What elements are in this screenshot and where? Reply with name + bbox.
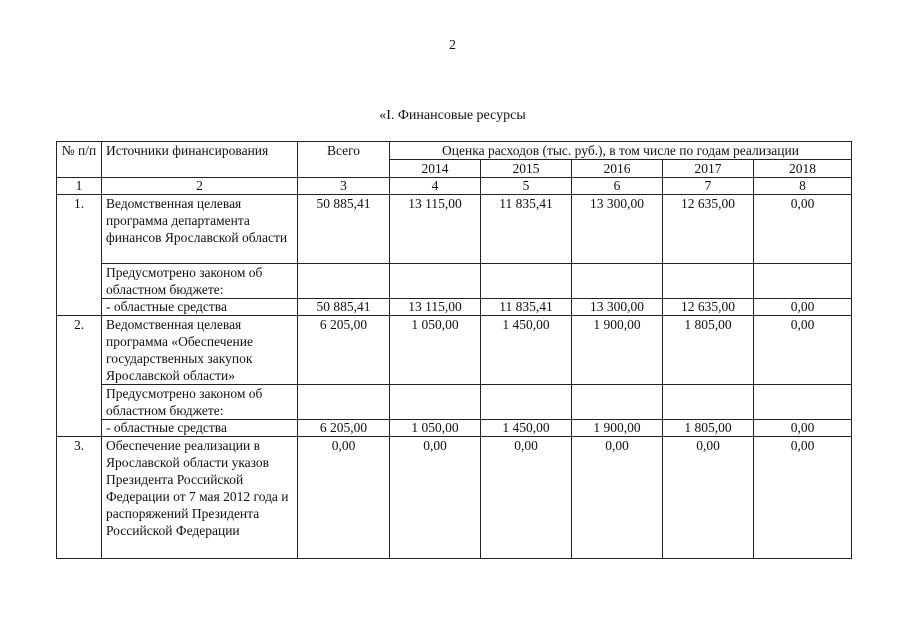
column-number: 4 <box>390 178 481 195</box>
row-number: 3. <box>57 437 102 559</box>
financial-resources-table <box>56 141 852 559</box>
column-number: 7 <box>663 178 754 195</box>
column-number: 8 <box>754 178 852 195</box>
value-2015: 11 835,41 <box>481 195 572 264</box>
regional-value: 0,00 <box>754 420 852 437</box>
section-title: «I. Финансовые ресурсы <box>379 108 526 123</box>
law-label: Предусмотрено законом об областном бюджете: <box>102 385 298 420</box>
table-row <box>57 385 852 420</box>
regional-value: 1 805,00 <box>663 420 754 437</box>
table-row <box>57 195 852 264</box>
header-year: 2014 <box>390 160 481 178</box>
empty-cell <box>754 385 852 420</box>
value-2017: 12 635,00 <box>663 195 754 264</box>
value-2016: 13 300,00 <box>572 195 663 264</box>
header-year: 2016 <box>572 160 663 178</box>
row-name: Ведомственная целевая программа департамента финансов Ярославской области <box>102 195 298 264</box>
regional-label: - областные средства <box>102 420 298 437</box>
value-2015: 0,00 <box>481 437 572 559</box>
regional-value: 1 450,00 <box>481 420 572 437</box>
column-numbers-row <box>57 178 852 195</box>
value-total: 0,00 <box>298 437 390 559</box>
empty-cell <box>298 385 390 420</box>
column-number: 5 <box>481 178 572 195</box>
value-2014: 0,00 <box>390 437 481 559</box>
row-number: 1. <box>57 195 102 316</box>
empty-cell <box>754 264 852 299</box>
header-total: Всего <box>298 142 390 178</box>
value-2016: 1 900,00 <box>572 316 663 385</box>
law-label: Предусмотрено законом об областном бюджете: <box>102 264 298 299</box>
value-2016: 0,00 <box>572 437 663 559</box>
row-name: Обеспечение реализации в Ярославской области указов Президента Российской Федерации от 7 мая 2012 года и распоряжений Президента Российской Федерации <box>102 437 298 559</box>
empty-cell <box>663 264 754 299</box>
regional-value: 13 300,00 <box>572 299 663 316</box>
empty-cell <box>298 264 390 299</box>
column-number: 2 <box>102 178 298 195</box>
table-row <box>57 316 852 385</box>
row-name: Ведомственная целевая программа «Обеспечение государственных закупок Ярославской области» <box>102 316 298 385</box>
value-2014: 13 115,00 <box>390 195 481 264</box>
empty-cell <box>481 264 572 299</box>
regional-value: 0,00 <box>754 299 852 316</box>
value-2015: 1 450,00 <box>481 316 572 385</box>
table-row <box>57 264 852 299</box>
column-number: 1 <box>57 178 102 195</box>
header-num: № п/п <box>57 142 102 178</box>
header-row <box>57 142 852 160</box>
regional-value: 50 885,41 <box>298 299 390 316</box>
regional-value: 1 050,00 <box>390 420 481 437</box>
empty-cell <box>663 385 754 420</box>
value-2018: 0,00 <box>754 195 852 264</box>
empty-cell <box>390 385 481 420</box>
value-2014: 1 050,00 <box>390 316 481 385</box>
regional-value: 13 115,00 <box>390 299 481 316</box>
column-number: 3 <box>298 178 390 195</box>
regional-value: 11 835,41 <box>481 299 572 316</box>
regional-value: 12 635,00 <box>663 299 754 316</box>
table-row <box>57 437 852 559</box>
empty-cell <box>481 385 572 420</box>
empty-cell <box>572 264 663 299</box>
empty-cell <box>572 385 663 420</box>
header-estimate: Оценка расходов (тыс. руб.), в том числе по годам реализации <box>390 142 852 160</box>
value-2018: 0,00 <box>754 437 852 559</box>
regional-label: - областные средства <box>102 299 298 316</box>
value-2018: 0,00 <box>754 316 852 385</box>
regional-value: 1 900,00 <box>572 420 663 437</box>
table-row <box>57 420 852 437</box>
header-year: 2018 <box>754 160 852 178</box>
header-year: 2015 <box>481 160 572 178</box>
page-number: 2 <box>449 38 456 53</box>
value-total: 6 205,00 <box>298 316 390 385</box>
value-total: 50 885,41 <box>298 195 390 264</box>
column-number: 6 <box>572 178 663 195</box>
header-year: 2017 <box>663 160 754 178</box>
header-sources: Источники финансирования <box>102 142 298 178</box>
value-2017: 0,00 <box>663 437 754 559</box>
row-number: 2. <box>57 316 102 437</box>
empty-cell <box>390 264 481 299</box>
table-row <box>57 299 852 316</box>
value-2017: 1 805,00 <box>663 316 754 385</box>
regional-value: 6 205,00 <box>298 420 390 437</box>
